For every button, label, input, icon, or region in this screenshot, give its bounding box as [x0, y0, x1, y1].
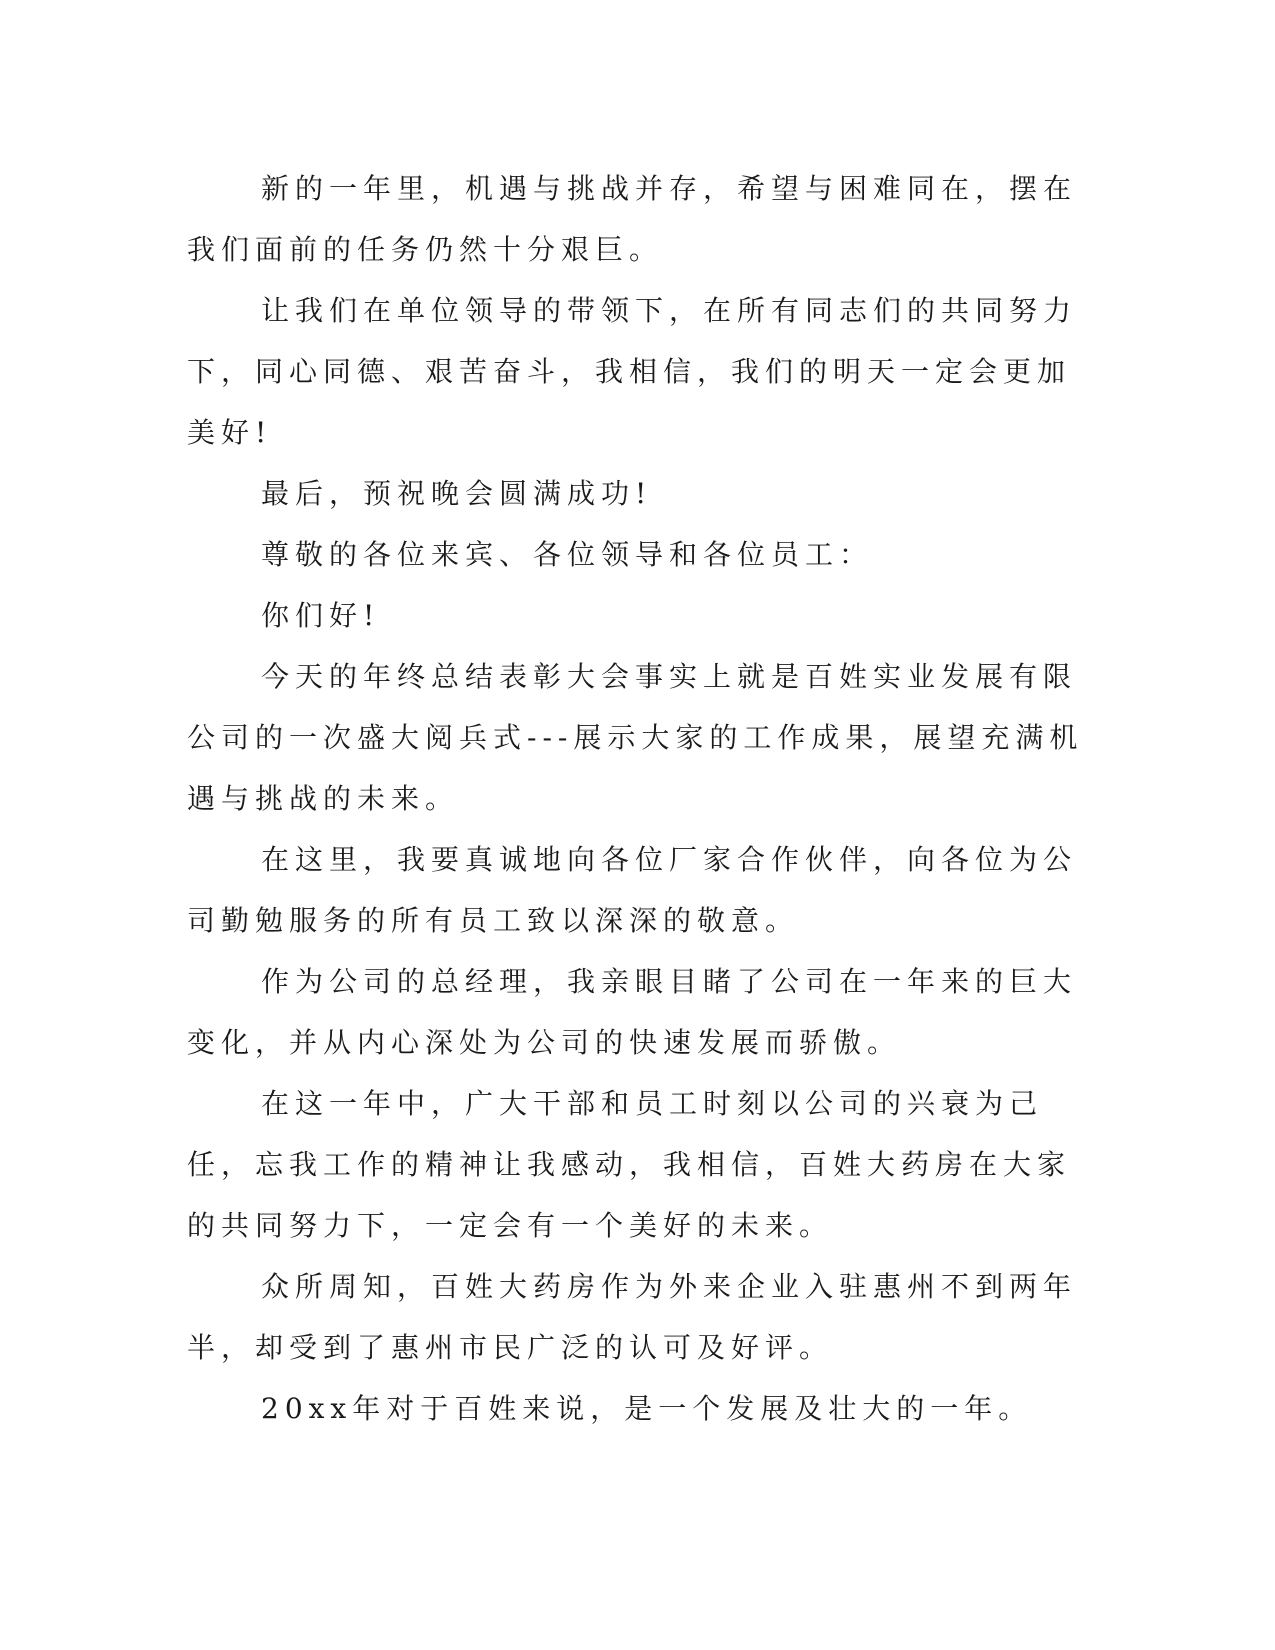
paragraph-2: 让我们在单位领导的带领下，在所有同志们的共同努力下，同心同德、艰苦奋斗，我相信，我们的明天一定会更加美好!: [187, 294, 1078, 449]
paragraph-3: 最后，预祝晚会圆满成功!: [261, 477, 653, 510]
paragraph-6: 今天的年终总结表彰大会事实上就是百姓实业发展有限公司的一次盛大阅兵式---展示大家的工作成果，展望充满机遇与挑战的未来。: [187, 660, 1084, 815]
paragraph-9: 在这一年中，广大干部和员工时刻以公司的兴衰为己任，忘我工作的精神让我感动，我相信，百姓大药房在大家的共同努力下，一定会有一个美好的未来。: [187, 1087, 1072, 1242]
paragraph-11: 20xx年对于百姓来说，是一个发展及壮大的一年。: [261, 1392, 1033, 1425]
paragraph-10: 众所周知，百姓大药房作为外来企业入驻惠州不到两年半，却受到了惠州市民广泛的认可及好评。: [187, 1270, 1078, 1364]
paragraph-4-salutation: 尊敬的各位来宾、各位领导和各位员工：: [261, 538, 874, 571]
paragraph-1: 新的一年里，机遇与挑战并存，希望与困难同在，摆在我们面前的任务仍然十分艰巨。: [187, 172, 1078, 266]
document-body: [187, 158, 1087, 1439]
paragraph-7: 在这里，我要真诚地向各位厂家合作伙伴，向各位为公司勤勉服务的所有员工致以深深的敬意。: [187, 843, 1078, 937]
paragraph-8: 作为公司的总经理，我亲眼目睹了公司在一年来的巨大变化，并从内心深处为公司的快速发展而骄傲。: [187, 965, 1078, 1059]
paragraph-5-greeting: 你们好!: [261, 599, 381, 632]
